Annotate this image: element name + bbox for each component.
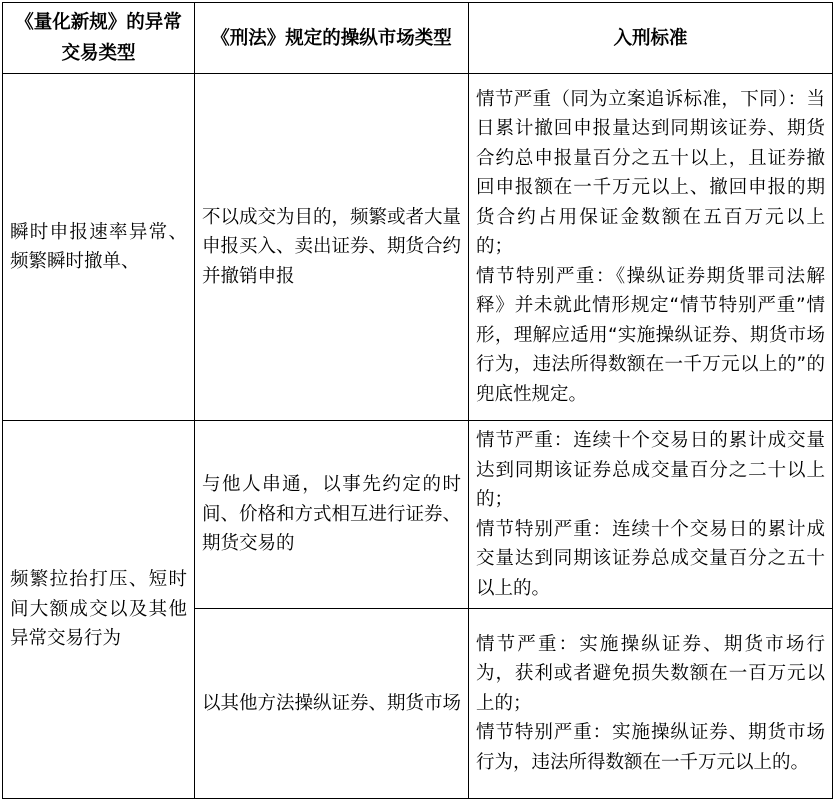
- table-header-row: [3, 3, 833, 74]
- header-manipulation-type: 《刑法》规定的操纵市场类型: [195, 3, 469, 74]
- standard-serious-text: 情节严重（同为立案追诉标准，下同）：当日累计撤回申报量达到同期该证券、期货合约总申报量百分之五十以上，且证券撤回申报额在一千万元以上、撤回申报的期货合约占用保证金数额在五百万元以上的；: [476, 88, 825, 258]
- abnormal-trading-type-cell: 瞬时申报速率异常、频繁瞬时撤单、: [3, 74, 195, 421]
- comparison-table: [2, 2, 833, 799]
- abnormal-trading-type-cell: 频繁拉抬打压、短时间大额成交以及其他异常交易行为: [3, 421, 195, 799]
- manipulation-type-cell: 以其他方法操纵证券、期货市场: [195, 609, 469, 799]
- standard-especially-serious-text: 情节特别严重：连续十个交易日的累计成交量达到同期该证券总成交量百分之五十以上的。: [476, 518, 825, 599]
- table-row: [3, 74, 833, 421]
- header-abnormal-trading-type: 《量化新规》的异常交易类型: [3, 3, 195, 74]
- manipulation-type-cell: 与他人串通，以事先约定的时间、价格和方式相互进行证券、期货交易的: [195, 421, 469, 609]
- criminal-standard-cell: [469, 421, 833, 609]
- standard-serious-text: 情节严重：实施操纵证券、期货市场行为，获利或者避免损失数额在一百万元以上的；: [476, 633, 825, 714]
- standard-especially-serious-text: 情节特别严重：《操纵证券期货罪司法解释》并未就此情形规定“情节特别严重”情形，理解应适用“实施操纵证券、期货市场行为，违法所得数额在一千万元以上的”的兜底性规定。: [476, 265, 825, 405]
- table-row: [3, 421, 833, 609]
- standard-especially-serious-text: 情节特别严重：实施操纵证券、期货市场行为，违法所得数额在一千万元以上的。: [476, 722, 825, 773]
- criminal-standard-cell: [469, 609, 833, 799]
- manipulation-type-cell: 不以成交为目的，频繁或者大量申报买入、卖出证券、期货合约并撤销申报: [195, 74, 469, 421]
- standard-serious-text: 情节严重：连续十个交易日的累计成交量达到同期该证券总成交量百分之二十以上的；: [476, 430, 825, 510]
- criminal-standard-cell: [469, 74, 833, 421]
- header-criminal-standard: 入刑标准: [469, 3, 833, 74]
